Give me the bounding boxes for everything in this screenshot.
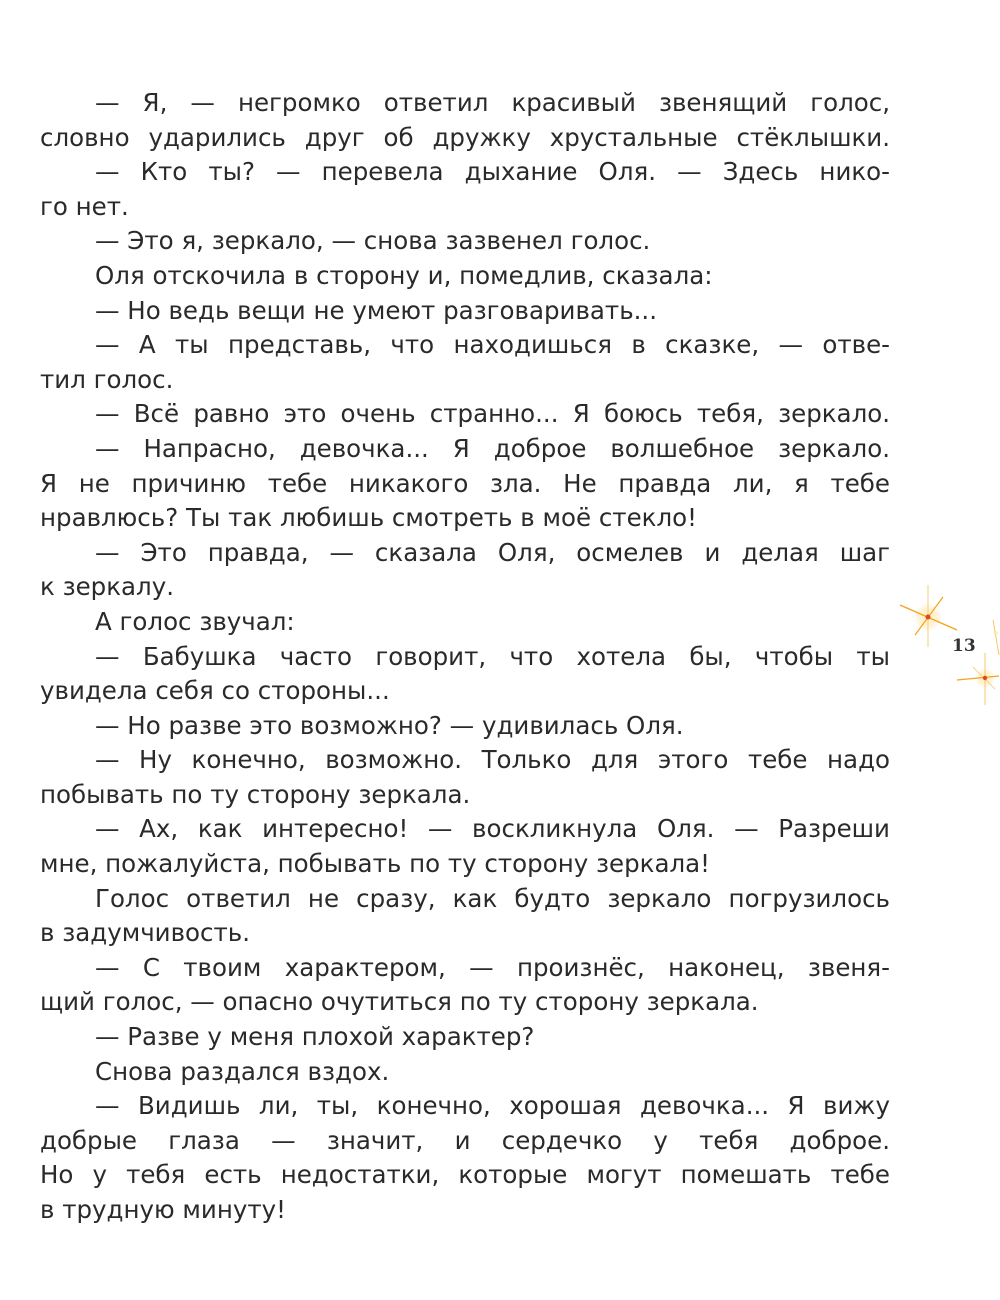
text-line: — Это я, зеркало, — снова зазвенел голос.	[95, 226, 651, 256]
text-line: — Но разве это возможно? — удивилась Оля.	[95, 710, 684, 740]
text-line: — С твоим характером, — произнёс, наконец, звеня-	[95, 952, 890, 982]
text-line: Голос ответил не сразу, как будто зеркало погрузилось	[95, 883, 890, 913]
text-line: — Но ведь вещи не умеют разговаривать...	[95, 295, 657, 325]
text-line: — Разве у меня плохой характер?	[95, 1022, 535, 1052]
sparkle-right	[993, 620, 999, 655]
text-line: Я не причиню тебе никакого зла. Не правда ли, я тебе	[40, 468, 890, 498]
text-line: — Ах, как интересно! — воскликнула Оля. — Разреши	[95, 814, 890, 844]
text-line: го нет.	[40, 191, 129, 221]
text-line: словно ударились друг об дружку хрустальные стёклышки.	[40, 122, 890, 152]
text-line: — Видишь ли, ты, конечно, хорошая девочка... Я вижу	[95, 1091, 890, 1121]
text-line: щий голос, — опасно очутиться по ту сторону зеркала.	[40, 987, 759, 1017]
text-line: к зеркалу.	[40, 572, 174, 602]
text-line: добрые глаза — значит, и сердечко у тебя доброе.	[40, 1125, 890, 1155]
text-line: тил голос.	[40, 364, 174, 394]
text-line: в трудную минуту!	[40, 1195, 286, 1224]
text-line: — Ну конечно, возможно. Только для этого тебе надо	[95, 745, 890, 775]
text-line: — Бабушка часто говорит, что хотела бы, чтобы ты	[95, 641, 890, 671]
text-line: мне, пожалуйста, побывать по ту сторону зеркала!	[40, 849, 710, 879]
text-line: — Всё равно это очень странно... Я боюсь тебя, зеркало.	[95, 399, 890, 429]
text-line: Снова раздался вздох.	[95, 1056, 390, 1086]
text-line: Оля отскочила в сторону и, помедлив, сказала:	[95, 260, 713, 290]
story-text	[40, 86, 890, 1228]
text-line: в задумчивость.	[40, 918, 250, 948]
sparkle-upper	[900, 585, 957, 647]
text-line: А голос звучал:	[95, 606, 295, 636]
text-line: — Это правда, — сказала Оля, осмелев и делая шаг	[95, 537, 890, 567]
text-line: нравлюсь? Ты так любишь смотреть в моё стекло!	[40, 503, 697, 533]
page-number: 13	[952, 636, 976, 656]
text-line: — Напрасно, девочка... Я доброе волшебное зеркало.	[95, 433, 890, 463]
sparkles-icon	[895, 575, 1000, 715]
text-line: — Кто ты? — перевела дыхание Оля. — Здесь нико-	[95, 157, 890, 187]
text-line: Но у тебя есть недостатки, которые могут помешать тебе	[40, 1160, 890, 1190]
sparkle-lower	[957, 653, 999, 705]
text-line: — А ты представь, что находишься в сказке, — отве-	[95, 330, 890, 360]
text-line: — Я, — негромко ответил красивый звенящий голос,	[95, 88, 890, 117]
text-line: побывать по ту сторону зеркала.	[40, 779, 471, 809]
text-line: увидела себя со стороны...	[40, 676, 390, 706]
